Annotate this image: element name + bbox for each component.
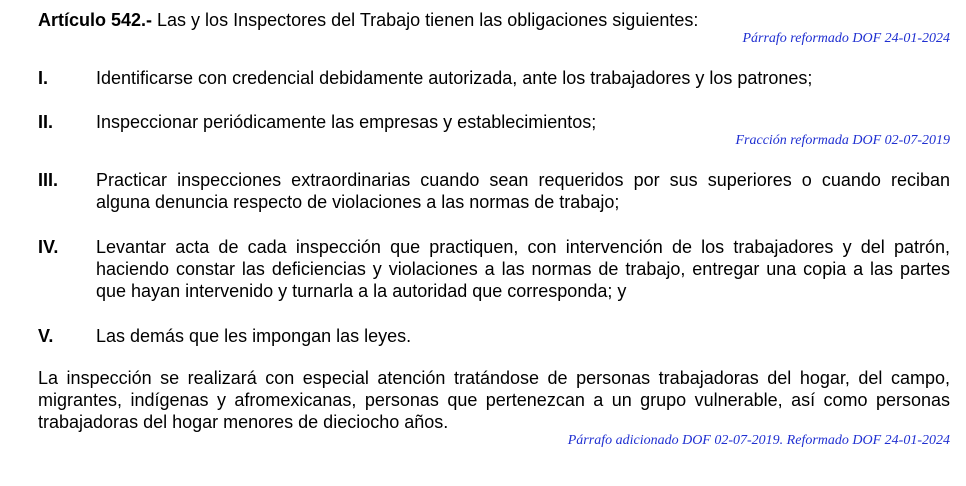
article-reform-note: Párrafo reformado DOF 24-01-2024 — [742, 31, 950, 46]
fraction-i — [38, 67, 950, 89]
fraction-number: V. — [38, 326, 54, 346]
fraction-number: II. — [38, 112, 54, 132]
fraction-text: Identificarse con credencial debidamente autorizada, ante los trabajadores y los patrones; — [96, 68, 813, 88]
fraction-text: Levantar acta de cada inspección que practiquen, con intervención de los trabajadores y del patrón, haciendo constar las deficiencias y violaciones a las normas de trabajo, entregar una copia a las partes que hayan intervenido y turnarla a la autoridad que corresponda; y — [96, 237, 950, 301]
fraction-ii — [38, 111, 950, 133]
fraction-v — [38, 325, 950, 347]
final-paragraph: La inspección se realizará con especial atención tratándose de personas trabajadoras del hogar, del campo, migrantes, indígenas y afromexicanas, personas que pertenezcan a un grupo vulnerable, así como personas trabajadoras del hogar menores de dieciocho años. — [38, 368, 950, 432]
article-heading — [38, 9, 950, 31]
final-reform-note: Párrafo adicionado DOF 02-07-2019. Reformado DOF 24-01-2024 — [567, 433, 950, 448]
fraction-text: Practicar inspecciones extraordinarias cuando sean requeridos por sus superiores o cuando reciban alguna denuncia respecto de violaciones a las normas de trabajo; — [96, 170, 950, 212]
fraction-text: Inspeccionar periódicamente las empresas y establecimientos; — [96, 112, 597, 132]
article-label: Artículo 542.- — [38, 10, 153, 30]
fraction-number: IV. — [38, 237, 59, 257]
fraction-number: I. — [38, 68, 49, 88]
fraction-iv — [38, 236, 950, 302]
article-intro: Las y los Inspectores del Trabajo tienen las obligaciones siguientes: — [152, 10, 699, 30]
document-page — [38, 9, 950, 449]
fraction-number: III. — [38, 170, 59, 190]
fraction-text: Las demás que les impongan las leyes. — [96, 326, 412, 346]
fraction-iii — [38, 169, 950, 213]
fraction-reform-note: Fracción reformada DOF 02-07-2019 — [735, 133, 950, 148]
